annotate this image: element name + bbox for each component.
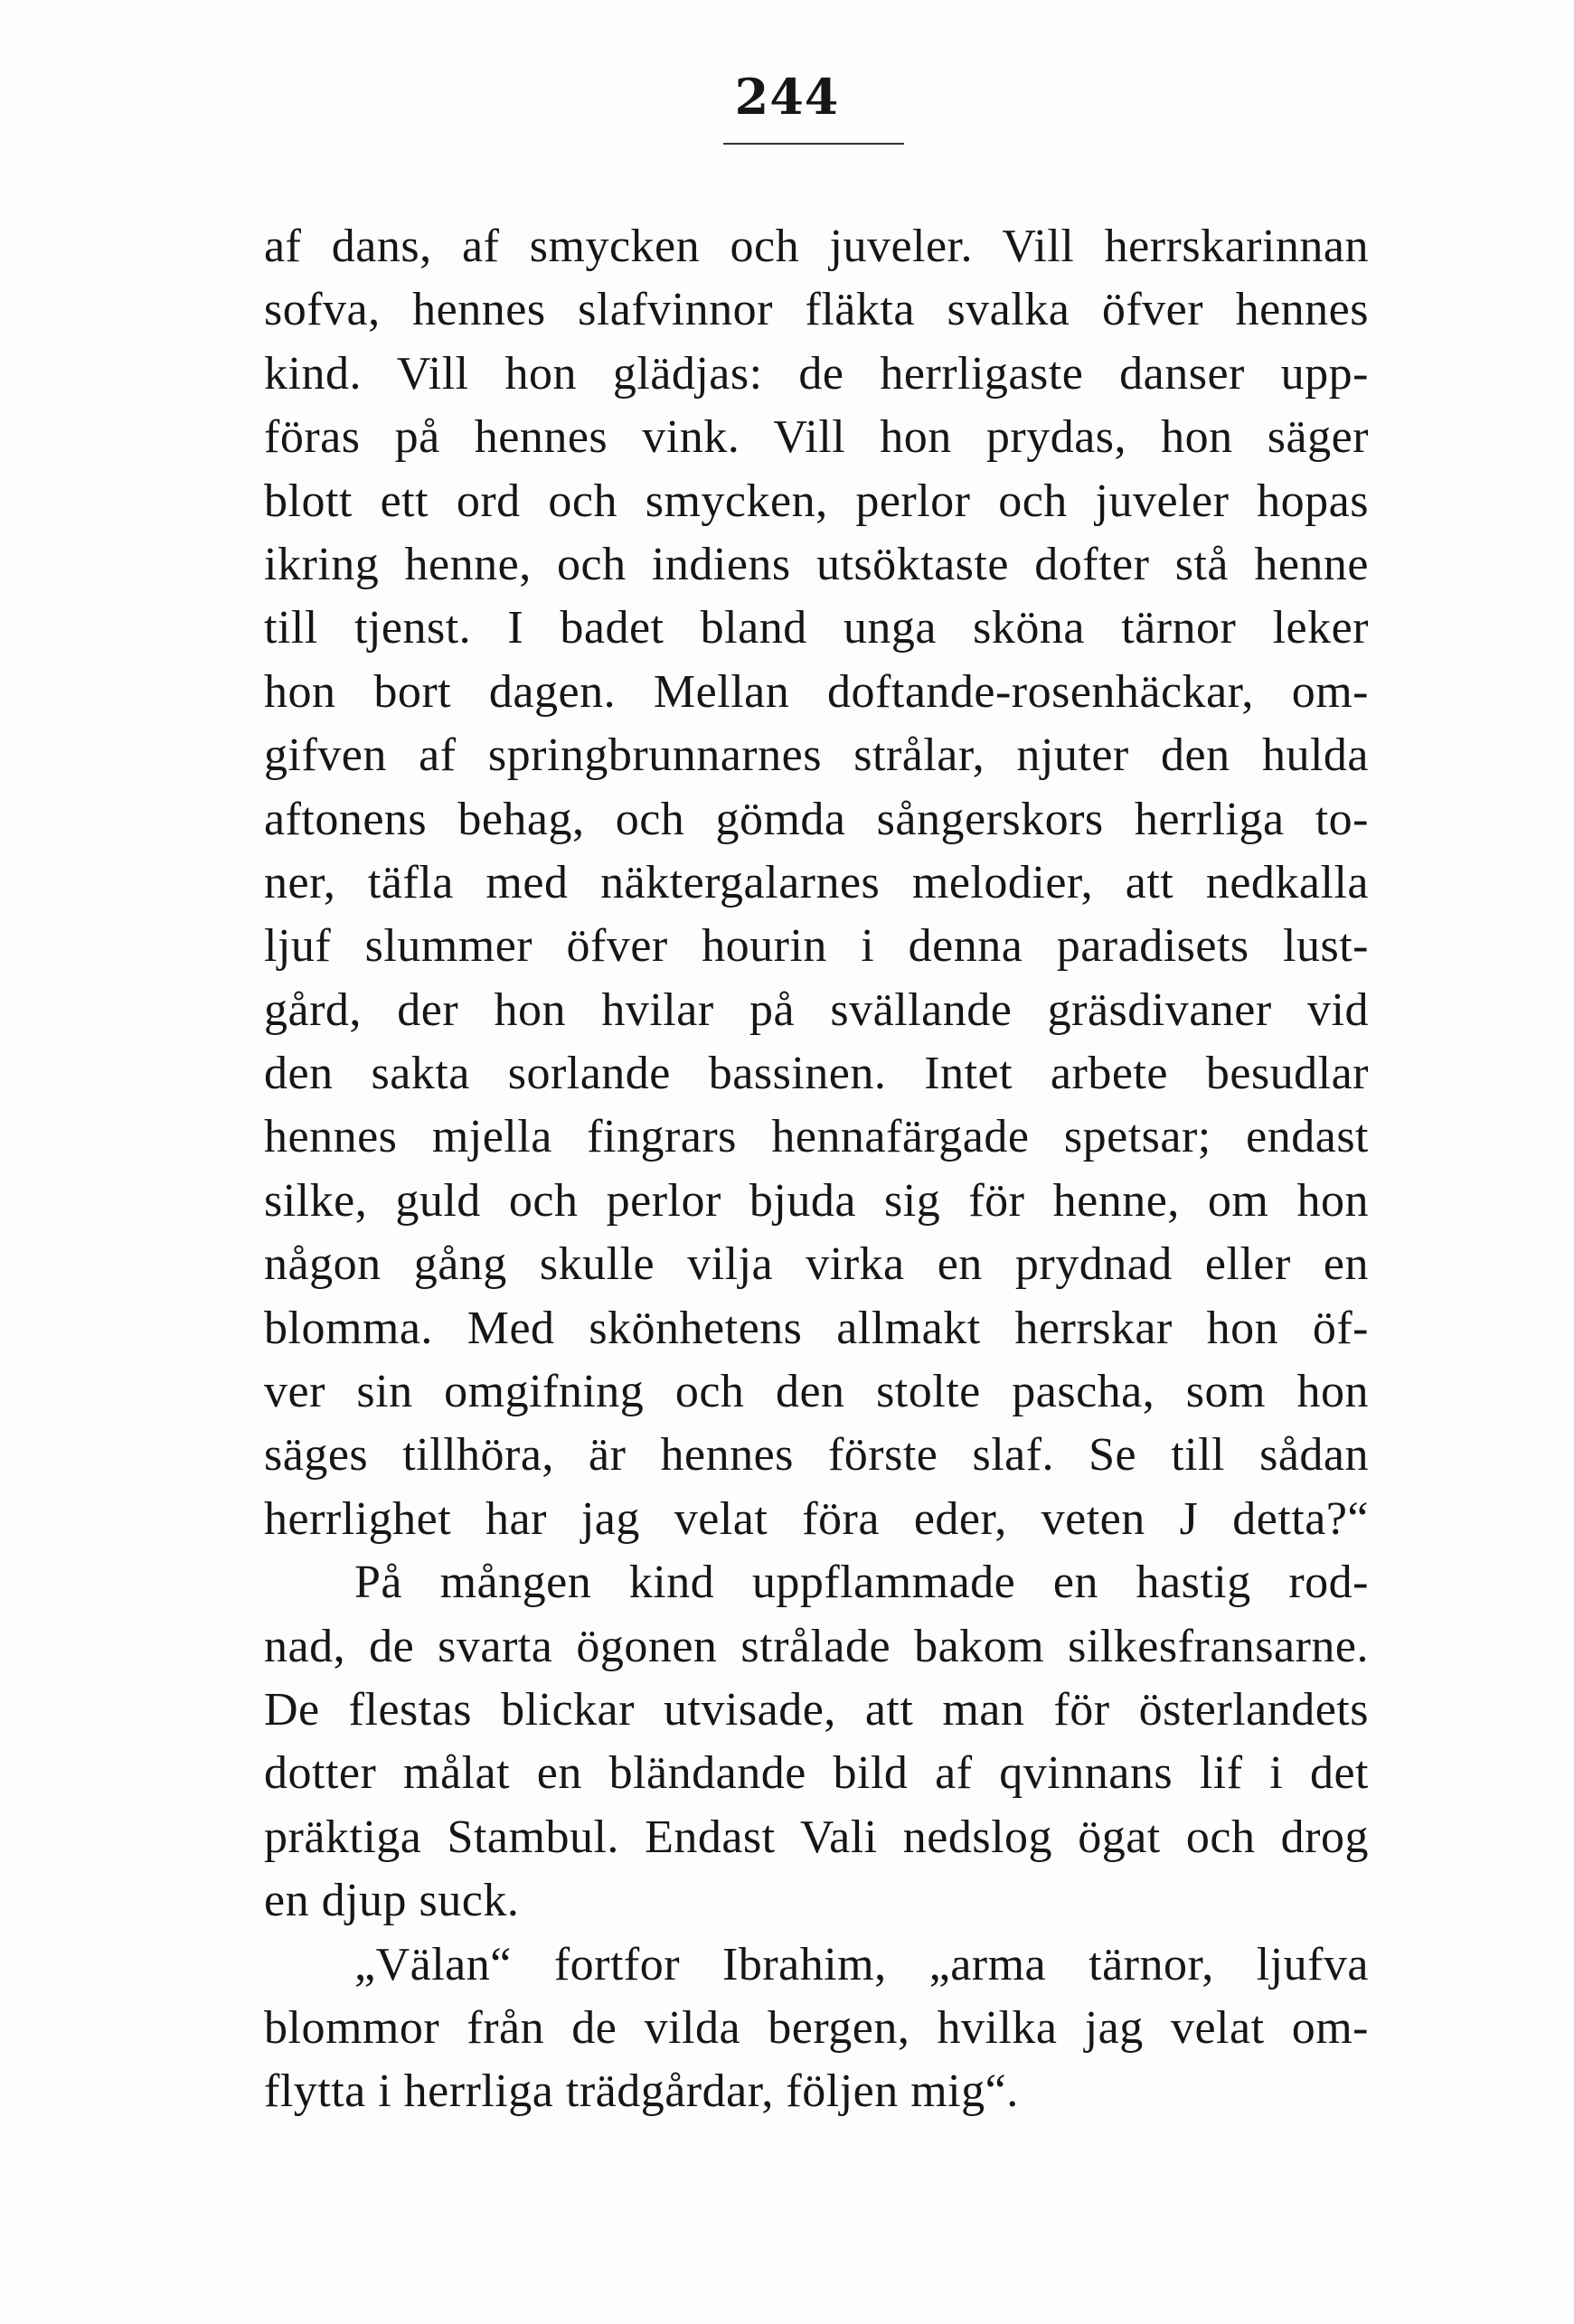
text-line: blott ett ord och smycken, perlor och juveler hopas	[264, 475, 1369, 527]
text-line: ver sin omgifning och den stolte pascha, som hon	[264, 1366, 1369, 1418]
text-line: präktiga Stambul. Endast Vali nedslog ögat och drog	[264, 1811, 1369, 1863]
text-line: ljuf slummer öfver hourin i denna paradisets lust-	[264, 920, 1369, 973]
text-line: ikring henne, och indiens utsöktaste dofter stå henne	[264, 538, 1369, 590]
text-line: blommor från de vilda bergen, hvilka jag velat om-	[264, 2001, 1369, 2054]
text-line: gifven af springbrunnarnes strålar, njuter den hulda	[264, 729, 1369, 782]
text-line: dotter målat en bländande bild af qvinnans lif i det	[264, 1747, 1369, 1800]
body-text	[264, 215, 1369, 2124]
header-rule	[723, 143, 904, 145]
text-line: flytta i herrliga trädgårdar, följen mig“.	[264, 2065, 1019, 2118]
text-line: föras på hennes vink. Vill hon prydas, hon säger	[264, 411, 1369, 464]
text-line: gård, der hon hvilar på svällande gräsdivaner vid	[264, 983, 1369, 1036]
text-line: herrlighet har jag velat föra eder, veten J detta?“	[264, 1492, 1369, 1545]
text-line: kind. Vill hon glädjas: de herrligaste danser upp-	[264, 347, 1369, 400]
text-line: sofva, hennes slafvinnor fläkta svalka öfver hennes	[264, 284, 1369, 336]
text-line: någon gång skulle vilja virka en prydnad eller en	[264, 1238, 1369, 1291]
text-line: till tjenst. I badet bland unga sköna tärnor leker	[264, 602, 1369, 654]
text-line: aftonens behag, och gömda sångerskors herrliga to-	[264, 793, 1369, 845]
text-line: af dans, af smycken och juveler. Vill herrskarinnan	[264, 221, 1369, 272]
text-line: blomma. Med skönhetens allmakt herrskar hon öf-	[264, 1302, 1369, 1354]
text-line: hennes mjella fingrars hennafärgade spetsar; endast	[264, 1111, 1369, 1163]
text-line: På mången kind uppflammade en hastig rod-	[354, 1557, 1369, 1609]
text-line: „Välan“ fortfor Ibrahim, „arma tärnor, ljufva	[354, 1938, 1369, 1990]
text-line: De flestas blickar utvisade, att man för österlandets	[264, 1683, 1369, 1736]
text-line: den sakta sorlande bassinen. Intet arbete besudlar	[264, 1048, 1369, 1100]
text-line: nad, de svarta ögonen strålade bakom silkesfransarne.	[264, 1620, 1369, 1672]
text-line: hon bort dagen. Mellan doftande-rosenhäckar, om-	[264, 665, 1369, 718]
page-number: 244	[734, 68, 840, 126]
text-line: säges tillhöra, är hennes förste slaf. Se till sådan	[264, 1429, 1369, 1482]
text-line: ner, täfla med näktergalarnes melodier, att nedkalla	[264, 856, 1369, 908]
text-line: en djup suck.	[264, 1875, 520, 1927]
text-line: silke, guld och perlor bjuda sig för henne, om hon	[264, 1174, 1369, 1227]
